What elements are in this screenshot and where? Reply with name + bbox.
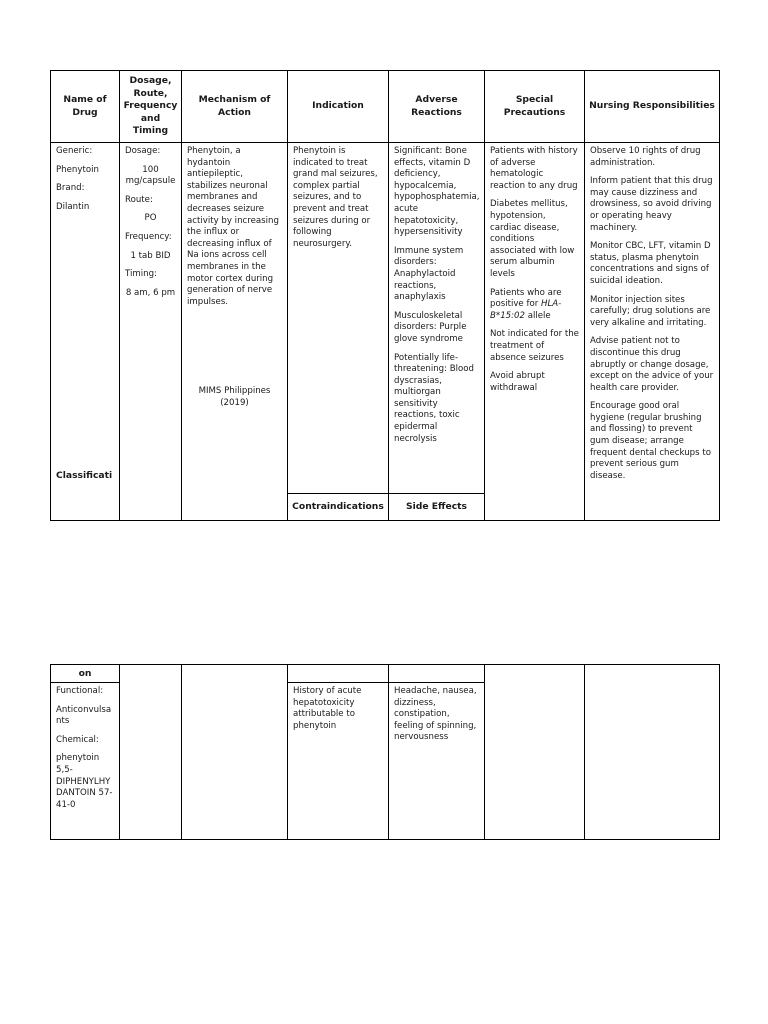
nursing-item: Inform patient that this drug may cause dizziness and drowsiness, so avoid driving or operating heavy machinery. <box>590 176 713 233</box>
nursing-item: Advise patient not to discontinue this drug abruptly or change dosage, except on the advice of your health care provider. <box>590 336 714 393</box>
classification-header-part2: on <box>51 665 120 683</box>
nursing-item: Encourage good oral hygiene (regular brushing and flossing) to prevent gum disease; arrange frequent dental checkups to prevent serious gum disease. <box>590 401 711 481</box>
cell-nursing-responsibilities <box>585 143 720 521</box>
precaution-item: Avoid abrupt withdrawal <box>490 371 545 393</box>
precaution-text: Patients who are positive for <box>490 287 562 310</box>
adverse-item: Significant: Bone effects, vitamin D deficiency, hypocalcemia, hypophosphatemia, acute hepatotoxicity, hypersensitivity <box>394 146 480 238</box>
generic-label: Generic: <box>56 146 93 156</box>
drug-study-table-page2 <box>50 664 720 840</box>
header-row <box>51 71 720 143</box>
timing-label: Timing: <box>125 269 157 280</box>
functional-label: Functional: <box>56 686 104 696</box>
content-row <box>51 143 720 494</box>
precaution-item: Not indicated for the treatment of absence seizures <box>490 329 579 363</box>
cell-indication <box>288 143 389 494</box>
cell-contraindications <box>288 683 389 840</box>
indication-text: Phenytoin is indicated to treat grand mal seizures, complex partial seizures, and to prevent and treat seizures during or following neurosurgery. <box>293 146 378 249</box>
header-adverse-reactions: Adverse Reactions <box>389 71 485 143</box>
dosage-label: Dosage: <box>125 146 161 156</box>
empty-cell <box>485 665 585 840</box>
precaution-item <box>490 288 579 323</box>
route-value: PO <box>144 213 157 224</box>
timing-value: 8 am, 6 pm <box>125 287 176 298</box>
contraindications-text: History of acute hepatotoxicity attributable to phenytoin <box>293 686 362 731</box>
empty-cell <box>288 665 389 683</box>
cell-side-effects <box>389 683 485 840</box>
dosage-value: 100 mg/capsule <box>125 164 176 187</box>
header-special-precautions: Special Precautions <box>485 71 585 143</box>
side-effects-text: Headache, nausea, dizziness, constipation, feeling of spinning, nervousness <box>394 686 477 743</box>
header-indication: Indication <box>288 71 389 143</box>
empty-cell <box>389 665 485 683</box>
classification-header-part1: Classificati <box>56 470 113 482</box>
brand-value: Dilantin <box>56 201 90 212</box>
allele-name: HLA-B*15:02 <box>490 299 562 321</box>
adverse-item: Musculoskeletal disorders: Purple glove syndrome <box>394 310 467 344</box>
empty-cell <box>120 665 182 840</box>
cell-mechanism <box>182 143 288 521</box>
nursing-item: Monitor CBC, LFT, vitamin D status, plasma phenytoin concentrations and signs of suicidal ideation. <box>590 241 711 286</box>
header-nursing-responsibilities: Nursing Responsibilities <box>585 71 720 143</box>
chemical-label: Chemical: <box>56 734 99 745</box>
header-dosage: Dosage, Route, Frequency and Timing <box>120 71 182 143</box>
header-name-of-drug: Name of Drug <box>51 71 120 143</box>
adverse-item: Immune system disorders: Anaphylactoid reactions, anaphylaxis <box>394 245 464 303</box>
mechanism-text: Phenytoin, a hydantoin antiepileptic, stabilizes neuronal membranes and decreases seizure activity by increasing the influx or decreasing influx of Na ions across cell membranes in the motor cortex during generation of nerve impulses. <box>187 146 279 307</box>
adverse-item: Potentially life-threatening: Blood dyscrasias, multiorgan sensitivity reactions, toxic epidermal necrolysis <box>394 352 474 444</box>
drug-study-table-page1 <box>50 70 720 521</box>
precaution-item: Diabetes mellitus, hypotension, cardiac disease, conditions associated with low serum albumin levels <box>490 199 575 279</box>
subheader-row-continued <box>51 665 720 683</box>
empty-cell <box>585 665 720 840</box>
functional-value: Anticonvulsa nts <box>56 704 112 727</box>
cell-adverse-reactions <box>389 143 485 494</box>
chemical-value: phenytoin 5,5-DIPHENYLHY DANTOIN 57-41-0 <box>56 753 113 810</box>
generic-value: Phenytoin <box>56 164 99 175</box>
cell-dosage <box>120 143 182 521</box>
precaution-item: Patients with history of adverse hematologic reaction to any drug <box>490 146 578 191</box>
cell-special-precautions <box>485 143 585 521</box>
cell-classification <box>51 683 120 840</box>
nursing-item: Monitor injection sites carefully; drug solutions are very alkaline and irritating. <box>590 294 711 328</box>
cell-drug-name <box>51 143 120 521</box>
empty-cell <box>182 665 288 840</box>
mechanism-source: MIMS Philippines (2019) <box>198 386 271 408</box>
header-mechanism: Mechanism of Action <box>182 71 288 143</box>
frequency-value: 1 tab BID <box>130 250 171 261</box>
brand-label: Brand: <box>56 183 85 194</box>
frequency-label: Frequency: <box>125 231 172 242</box>
nursing-item: Observe 10 rights of drug administration. <box>590 146 701 168</box>
route-label: Route: <box>125 194 153 205</box>
precaution-text: allele <box>524 310 551 321</box>
header-contraindications: Contraindications <box>288 494 389 521</box>
header-side-effects: Side Effects <box>389 494 485 521</box>
